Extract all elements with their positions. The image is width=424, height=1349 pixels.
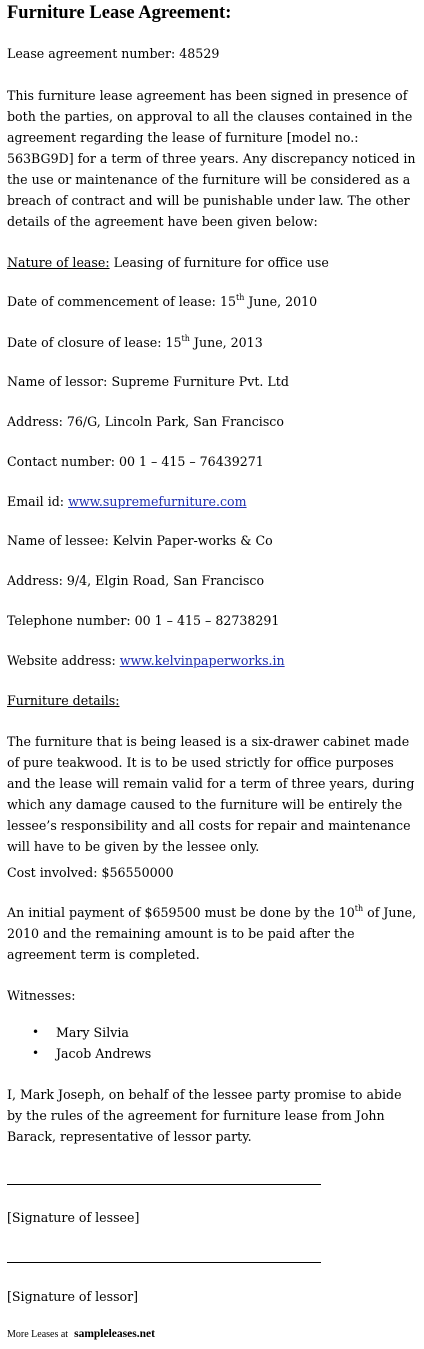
cost-label: Cost involved: <box>7 865 98 880</box>
footer <box>7 1327 155 1342</box>
lessor-label: Name of lessor: <box>7 374 108 389</box>
closure-label: Date of closure of lease: <box>7 335 162 350</box>
furniture-paragraph: The furniture that is being leased is a six-drawer cabinet made of pure teakwood. It is to be used strictly for office purposes and the lease will remain valid for a term of three years, during which any damage caused to the furniture will be entirely the lessee’s responsibility and all costs for repair and maintenance will have to be given by the lessee only. <box>7 734 415 854</box>
lessor-signature-label: [Signature of lessor] <box>7 1289 139 1304</box>
payment-paragraph <box>7 902 419 965</box>
witnesses-label: Witnesses: <box>7 988 76 1003</box>
lessee-website-link[interactable]: www.kelvinpaperworks.in <box>119 653 285 668</box>
lessee-signature-line <box>7 1184 321 1185</box>
nature-label: Nature of lease: <box>7 255 110 270</box>
list-item <box>30 1022 151 1043</box>
nature-line <box>7 252 419 273</box>
lessor-value: Supreme Furniture Pvt. Ltd <box>111 374 289 389</box>
intro-paragraph: This furniture lease agreement has been signed in presence of both the parties, on approval to all the clauses contained in the agreement regarding the lease of furniture [model no.: 563BG9D] for a term of three years. Any discrepancy noticed in the use or maintenance of the furniture will be considered as a breach of contract and will be punishable under law. The other details of the agreement have been given below: <box>7 88 416 229</box>
lessee-address-label: Address: <box>7 573 63 588</box>
lessee-website-line <box>7 650 419 671</box>
witness-list <box>30 1022 151 1064</box>
lessee-line <box>7 530 419 551</box>
payment-text-after: of June, 2010 and the remaining amount is to be paid after the agreement term is completed. <box>7 905 417 962</box>
lessee-value: Kelvin Paper-works & Co <box>112 533 273 548</box>
lessor-line <box>7 371 419 392</box>
lessor-address-value: 76/G, Lincoln Park, San Francisco <box>66 414 284 429</box>
lessor-contact-label: Contact number: <box>7 454 115 469</box>
payment-text-before: An initial payment of $659500 must be done by the 10 <box>7 905 355 920</box>
commencement-label: Date of commencement of lease: <box>7 294 216 309</box>
cost-value: $56550000 <box>101 865 174 880</box>
commencement-suffix: th <box>235 292 245 302</box>
furniture-heading: Furniture details: <box>7 693 120 708</box>
lessor-signature-line <box>7 1262 321 1263</box>
lessee-address-line <box>7 570 419 591</box>
lessee-label: Name of lessee: <box>7 533 109 548</box>
footer-text: More Leases at <box>7 1329 69 1340</box>
lessee-signature-label: [Signature of lessee] <box>7 1210 140 1225</box>
lessee-phone-value: 00 1 – 415 – 82738291 <box>134 613 280 628</box>
lessor-email-label: Email id: <box>7 494 65 509</box>
lessor-email-line <box>7 491 419 512</box>
lessor-contact-value: 00 1 – 415 – 76439271 <box>118 454 264 469</box>
nature-value: Leasing of furniture for office use <box>113 255 329 270</box>
closure-day: 15 <box>165 335 182 350</box>
commencement-line <box>7 291 419 312</box>
lessee-phone-label: Telephone number: <box>7 613 131 628</box>
witness-name: Mary Silvia <box>56 1025 129 1040</box>
lessor-address-line <box>7 411 419 432</box>
lessee-website-label: Website address: <box>7 653 116 668</box>
closure-rest: June, 2013 <box>193 335 263 350</box>
lessor-address-label: Address: <box>7 414 63 429</box>
closure-suffix: th <box>181 333 190 343</box>
lessor-contact-line <box>7 451 419 472</box>
commencement-rest: June, 2010 <box>248 294 318 309</box>
list-item <box>30 1043 151 1064</box>
bullet-icon: • <box>32 1025 40 1039</box>
document-title: Furniture Lease Agreement: <box>7 3 232 23</box>
commencement-day: 15 <box>219 294 236 309</box>
promise-paragraph: I, Mark Joseph, on behalf of the lessee party promise to abide by the rules of the agreement for furniture lease from John Barack, representative of lessor party. <box>7 1087 402 1144</box>
lease-number-value: 48529 <box>179 46 220 61</box>
lessor-email-link[interactable]: www.supremefurniture.com <box>68 494 247 509</box>
lease-number-label: Lease agreement number: <box>7 46 176 61</box>
cost-line <box>7 862 419 883</box>
closure-line <box>7 332 419 353</box>
lease-number-line <box>7 43 419 64</box>
bullet-icon: • <box>32 1046 40 1060</box>
footer-site-link[interactable]: sampleleases.net <box>74 1328 155 1340</box>
witness-name: Jacob Andrews <box>56 1046 152 1061</box>
lessee-phone-line <box>7 610 419 631</box>
payment-suffix: th <box>354 903 364 913</box>
lessee-address-value: 9/4, Elgin Road, San Francisco <box>66 573 265 588</box>
